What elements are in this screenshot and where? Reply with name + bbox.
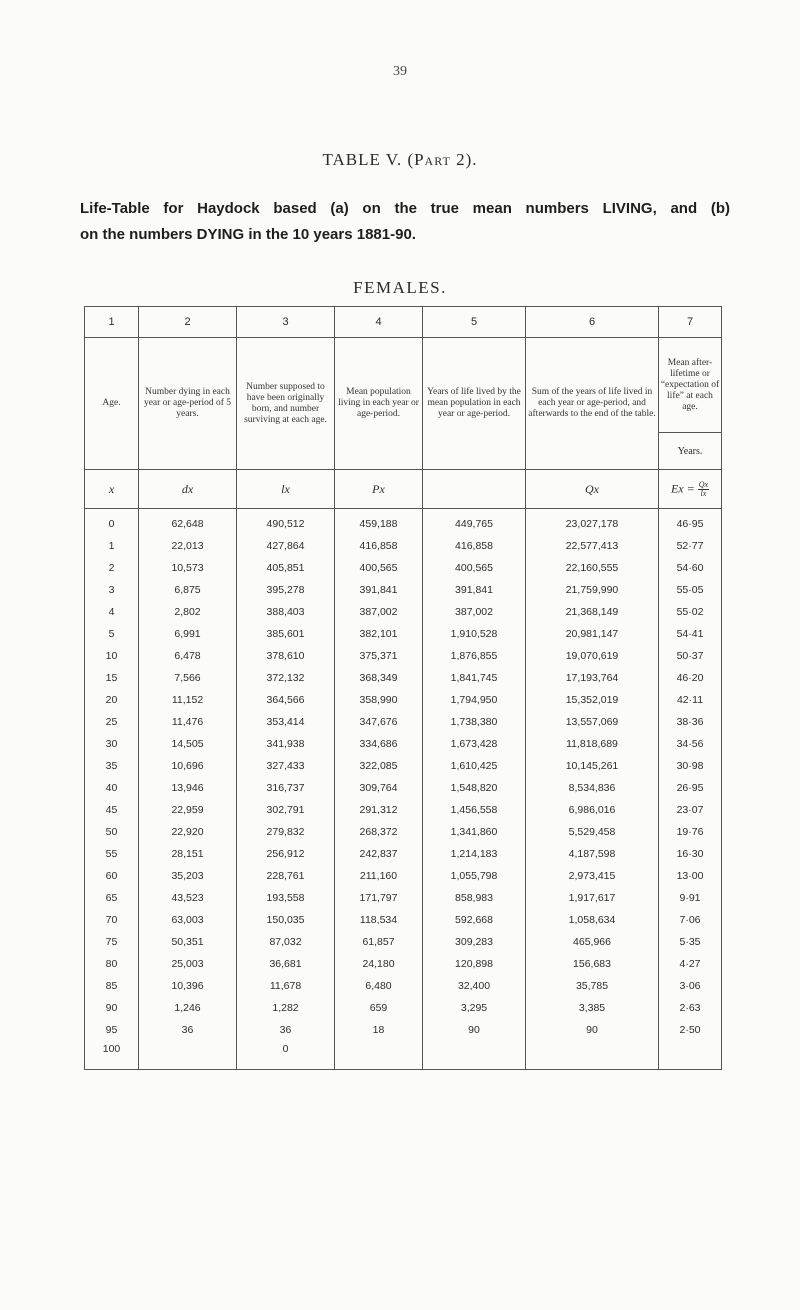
dying-cell: 10,396 — [139, 975, 237, 997]
expectation-denominator: lx — [700, 488, 707, 498]
column-number: 4 — [335, 307, 423, 338]
expectation-cell: 42·11 — [659, 689, 722, 711]
column-number: 7 — [659, 307, 722, 338]
years-lived-cell: 1,910,528 — [423, 623, 526, 645]
age-cell: 10 — [85, 645, 139, 667]
dying-cell: 22,920 — [139, 821, 237, 843]
symbol-years-lived — [423, 470, 526, 509]
table-row — [85, 777, 722, 799]
column-description-age: Age. — [85, 338, 139, 470]
column-number: 5 — [423, 307, 526, 338]
years-lived-cell: 391,841 — [423, 579, 526, 601]
age-cell: 45 — [85, 799, 139, 821]
expectation-cell: 4·27 — [659, 953, 722, 975]
years-lived-cell: 1,876,855 — [423, 645, 526, 667]
sum-years-cell: 1,058,634 — [526, 909, 659, 931]
column-unit-years: Years. — [659, 433, 722, 470]
expectation-cell: 19·76 — [659, 821, 722, 843]
dying-cell: 28,151 — [139, 843, 237, 865]
sum-years-cell: 10,145,261 — [526, 755, 659, 777]
table-row — [85, 909, 722, 931]
surviving-cell: 378,610 — [237, 645, 335, 667]
surviving-cell: 302,791 — [237, 799, 335, 821]
dying-cell: 63,003 — [139, 909, 237, 931]
dying-cell: 10,696 — [139, 755, 237, 777]
population-cell: 322,085 — [335, 755, 423, 777]
dying-cell: 14,505 — [139, 733, 237, 755]
table-heading — [80, 196, 730, 248]
surviving-cell: 353,414 — [237, 711, 335, 733]
surviving-cell: 1,282 — [237, 997, 335, 1019]
expectation-cell: 52·77 — [659, 535, 722, 557]
population-cell: 387,002 — [335, 601, 423, 623]
population-cell: 171,797 — [335, 887, 423, 909]
population-cell: 309,764 — [335, 777, 423, 799]
dying-cell: 6,478 — [139, 645, 237, 667]
population-cell: 6,480 — [335, 975, 423, 997]
years-lived-cell: 1,673,428 — [423, 733, 526, 755]
sum-years-cell: 21,759,990 — [526, 579, 659, 601]
surviving-cell: 395,278 — [237, 579, 335, 601]
expectation-cell: 46·20 — [659, 667, 722, 689]
column-number: 1 — [85, 307, 139, 338]
symbol-sum-years: Qx — [526, 470, 659, 509]
table-row — [85, 1019, 722, 1041]
years-lived-cell: 1,214,183 — [423, 843, 526, 865]
age-cell: 95 — [85, 1019, 139, 1041]
sum-years-cell: 11,818,689 — [526, 733, 659, 755]
surviving-cell: 490,512 — [237, 509, 335, 536]
population-cell: 368,349 — [335, 667, 423, 689]
age-cell: 65 — [85, 887, 139, 909]
expectation-cell: 54·60 — [659, 557, 722, 579]
dying-cell: 43,523 — [139, 887, 237, 909]
age-cell: 35 — [85, 755, 139, 777]
table-row — [85, 645, 722, 667]
sum-years-cell: 21,368,149 — [526, 601, 659, 623]
expectation-cell: 2·63 — [659, 997, 722, 1019]
table-row — [85, 667, 722, 689]
age-cell: 70 — [85, 909, 139, 931]
age-cell: 60 — [85, 865, 139, 887]
population-cell: 24,180 — [335, 953, 423, 975]
age-cell: 0 — [85, 509, 139, 536]
sum-years-cell: 13,557,069 — [526, 711, 659, 733]
expectation-cell — [659, 1041, 722, 1070]
expectation-cell: 2·50 — [659, 1019, 722, 1041]
sum-years-cell: 19,070,619 — [526, 645, 659, 667]
age-cell: 15 — [85, 667, 139, 689]
symbol-population: Px — [335, 470, 423, 509]
sum-years-cell: 90 — [526, 1019, 659, 1041]
dying-cell: 11,152 — [139, 689, 237, 711]
expectation-cell: 34·56 — [659, 733, 722, 755]
dying-cell: 25,003 — [139, 953, 237, 975]
table-row — [85, 953, 722, 975]
age-cell: 1 — [85, 535, 139, 557]
expectation-cell: 13·00 — [659, 865, 722, 887]
years-lived-cell: 309,283 — [423, 931, 526, 953]
sum-years-cell: 8,534,836 — [526, 777, 659, 799]
age-cell: 5 — [85, 623, 139, 645]
expectation-cell: 3·06 — [659, 975, 722, 997]
surviving-cell: 364,566 — [237, 689, 335, 711]
dying-cell: 7,566 — [139, 667, 237, 689]
years-lived-cell: 1,794,950 — [423, 689, 526, 711]
table-row — [85, 579, 722, 601]
column-number: 2 — [139, 307, 237, 338]
surviving-cell: 427,864 — [237, 535, 335, 557]
table-row — [85, 509, 722, 536]
sum-years-cell: 15,352,019 — [526, 689, 659, 711]
sum-years-cell: 23,027,178 — [526, 509, 659, 536]
column-description-years-lived: Years of life lived by the mean population in each year or age-period. — [423, 338, 526, 470]
population-cell: 242,837 — [335, 843, 423, 865]
age-cell: 100 — [85, 1041, 139, 1070]
population-cell: 334,686 — [335, 733, 423, 755]
sum-years-cell: 17,193,764 — [526, 667, 659, 689]
years-lived-cell: 1,055,798 — [423, 865, 526, 887]
table-row — [85, 865, 722, 887]
table-title-part: (Part 2). — [407, 150, 478, 169]
surviving-cell: 341,938 — [237, 733, 335, 755]
table-row — [85, 557, 722, 579]
sum-years-cell: 5,529,458 — [526, 821, 659, 843]
expectation-cell: 9·91 — [659, 887, 722, 909]
table-row — [85, 887, 722, 909]
dying-cell: 22,013 — [139, 535, 237, 557]
sex-subtitle: FEMALES. — [353, 278, 447, 297]
years-lived-cell: 32,400 — [423, 975, 526, 997]
expectation-cell: 55·02 — [659, 601, 722, 623]
table-row — [85, 623, 722, 645]
table-row — [85, 689, 722, 711]
column-description-dying: Number dying in each year or age-period of 5 years. — [139, 338, 237, 470]
population-cell: 268,372 — [335, 821, 423, 843]
years-lived-cell — [423, 1041, 526, 1070]
expectation-cell: 54·41 — [659, 623, 722, 645]
sum-years-cell: 2,973,415 — [526, 865, 659, 887]
age-cell: 55 — [85, 843, 139, 865]
surviving-cell: 193,558 — [237, 887, 335, 909]
expectation-fraction — [698, 481, 709, 498]
expectation-cell: 55·05 — [659, 579, 722, 601]
years-lived-cell: 416,858 — [423, 535, 526, 557]
population-cell: 659 — [335, 997, 423, 1019]
surviving-cell: 0 — [237, 1041, 335, 1070]
population-cell: 61,857 — [335, 931, 423, 953]
population-cell: 358,990 — [335, 689, 423, 711]
age-cell: 40 — [85, 777, 139, 799]
surviving-cell: 279,832 — [237, 821, 335, 843]
table-row — [85, 821, 722, 843]
population-cell: 391,841 — [335, 579, 423, 601]
expectation-numerator: Qx — [698, 479, 709, 489]
symbol-row — [85, 470, 722, 509]
age-cell: 25 — [85, 711, 139, 733]
expectation-cell: 26·95 — [659, 777, 722, 799]
heading-line-2: on the numbers DYING in the 10 years 1881-90. — [80, 226, 416, 243]
sum-years-cell: 465,966 — [526, 931, 659, 953]
column-number: 6 — [526, 307, 659, 338]
column-description-surviving: Number supposed to have been originally born, and number surviving at each age. — [237, 338, 335, 470]
age-cell: 85 — [85, 975, 139, 997]
table-title-main: TABLE V. — [322, 150, 403, 169]
years-lived-cell: 1,548,820 — [423, 777, 526, 799]
expectation-cell: 50·37 — [659, 645, 722, 667]
sum-years-cell: 22,577,413 — [526, 535, 659, 557]
age-cell: 80 — [85, 953, 139, 975]
table-row — [85, 975, 722, 997]
years-lived-cell: 400,565 — [423, 557, 526, 579]
dying-cell: 50,351 — [139, 931, 237, 953]
table-title — [0, 150, 800, 170]
sum-years-cell — [526, 1041, 659, 1070]
years-lived-cell: 449,765 — [423, 509, 526, 536]
sum-years-cell: 6,986,016 — [526, 799, 659, 821]
column-number-row — [85, 307, 722, 338]
surviving-cell: 405,851 — [237, 557, 335, 579]
dying-cell: 1,246 — [139, 997, 237, 1019]
dying-cell: 6,875 — [139, 579, 237, 601]
years-lived-cell: 1,841,745 — [423, 667, 526, 689]
years-lived-cell: 120,898 — [423, 953, 526, 975]
population-cell: 400,565 — [335, 557, 423, 579]
age-cell: 3 — [85, 579, 139, 601]
surviving-cell: 36,681 — [237, 953, 335, 975]
dying-cell: 62,648 — [139, 509, 237, 536]
age-cell: 4 — [85, 601, 139, 623]
table-row — [85, 931, 722, 953]
population-cell: 375,371 — [335, 645, 423, 667]
column-description-population: Mean population living in each year or age-period. — [335, 338, 423, 470]
table-row — [85, 711, 722, 733]
table-row — [85, 535, 722, 557]
dying-cell: 6,991 — [139, 623, 237, 645]
table-row — [85, 843, 722, 865]
sum-years-cell: 156,683 — [526, 953, 659, 975]
years-lived-cell: 1,456,558 — [423, 799, 526, 821]
expectation-cell: 7·06 — [659, 909, 722, 931]
table-row — [85, 1041, 722, 1070]
age-cell: 20 — [85, 689, 139, 711]
population-cell: 382,101 — [335, 623, 423, 645]
expectation-lhs: Ex = — [670, 480, 695, 495]
column-description-row — [85, 338, 722, 433]
dying-cell: 22,959 — [139, 799, 237, 821]
age-cell: 50 — [85, 821, 139, 843]
expectation-cell: 16·30 — [659, 843, 722, 865]
page-number: 39 — [393, 64, 407, 79]
table-row — [85, 601, 722, 623]
surviving-cell: 11,678 — [237, 975, 335, 997]
age-cell: 2 — [85, 557, 139, 579]
life-table — [84, 306, 722, 1070]
dying-cell: 35,203 — [139, 865, 237, 887]
table-row — [85, 799, 722, 821]
dying-cell: 13,946 — [139, 777, 237, 799]
age-cell: 90 — [85, 997, 139, 1019]
surviving-cell: 150,035 — [237, 909, 335, 931]
column-description-expectation: Mean after-lifetime or “expectation of life” at each age. — [659, 338, 722, 433]
sum-years-cell: 4,187,598 — [526, 843, 659, 865]
dying-cell: 10,573 — [139, 557, 237, 579]
population-cell — [335, 1041, 423, 1070]
sum-years-cell: 1,917,617 — [526, 887, 659, 909]
surviving-cell: 316,737 — [237, 777, 335, 799]
expectation-cell: 23·07 — [659, 799, 722, 821]
surviving-cell: 36 — [237, 1019, 335, 1041]
dying-cell: 11,476 — [139, 711, 237, 733]
heading-line-1: Life-Table for Haydock based (a) on the true mean numbers LIVING, and (b) — [80, 200, 730, 217]
sum-years-cell: 20,981,147 — [526, 623, 659, 645]
population-cell: 416,858 — [335, 535, 423, 557]
surviving-cell: 256,912 — [237, 843, 335, 865]
surviving-cell: 87,032 — [237, 931, 335, 953]
symbol-expectation — [659, 470, 722, 509]
population-cell: 18 — [335, 1019, 423, 1041]
years-lived-cell: 3,295 — [423, 997, 526, 1019]
sum-years-cell: 22,160,555 — [526, 557, 659, 579]
age-cell: 75 — [85, 931, 139, 953]
years-lived-cell: 90 — [423, 1019, 526, 1041]
dying-cell: 2,802 — [139, 601, 237, 623]
table-row — [85, 997, 722, 1019]
dying-cell: 36 — [139, 1019, 237, 1041]
years-lived-cell: 858,983 — [423, 887, 526, 909]
surviving-cell: 388,403 — [237, 601, 335, 623]
surviving-cell: 228,761 — [237, 865, 335, 887]
expectation-cell: 30·98 — [659, 755, 722, 777]
symbol-dying: dx — [139, 470, 237, 509]
column-description-sum-years: Sum of the years of life lived in each year or age-period, and afterwards to the end of the table. — [526, 338, 659, 470]
expectation-cell: 38·36 — [659, 711, 722, 733]
years-lived-cell: 1,341,860 — [423, 821, 526, 843]
years-lived-cell: 1,738,380 — [423, 711, 526, 733]
years-lived-cell: 387,002 — [423, 601, 526, 623]
age-cell: 30 — [85, 733, 139, 755]
years-lived-cell: 592,668 — [423, 909, 526, 931]
years-lived-cell: 1,610,425 — [423, 755, 526, 777]
population-cell: 291,312 — [335, 799, 423, 821]
symbol-age: x — [85, 470, 139, 509]
population-cell: 211,160 — [335, 865, 423, 887]
population-cell: 347,676 — [335, 711, 423, 733]
sum-years-cell: 35,785 — [526, 975, 659, 997]
symbol-surviving: lx — [237, 470, 335, 509]
population-cell: 118,534 — [335, 909, 423, 931]
dying-cell — [139, 1041, 237, 1070]
population-cell: 459,188 — [335, 509, 423, 536]
table-row — [85, 755, 722, 777]
surviving-cell: 327,433 — [237, 755, 335, 777]
expectation-cell: 5·35 — [659, 931, 722, 953]
column-number: 3 — [237, 307, 335, 338]
surviving-cell: 385,601 — [237, 623, 335, 645]
table-row — [85, 733, 722, 755]
sum-years-cell: 3,385 — [526, 997, 659, 1019]
expectation-cell: 46·95 — [659, 509, 722, 536]
surviving-cell: 372,132 — [237, 667, 335, 689]
